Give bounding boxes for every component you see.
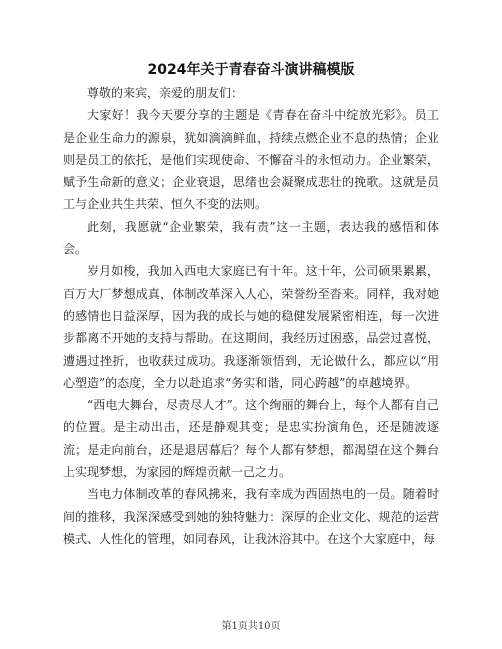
body-paragraph: 大家好！我今天要分享的主题是《青春在奋斗中绽放光彩》。员工是企业生命力的源泉，犹如滴滴鲜血，持续点燃企业不息的热情；企业则是员工的依托，是他们实现使命、不懈奋斗的永恒动力。企业繁荣，赋予生命新的意义；企业衰退，思绪也会凝聚成悲壮的挽歌。这就是员工与企业共生共荣、恒久不变的法则。: [63, 108, 439, 212]
body-paragraph: 当电力体制改革的春风拂来，我有幸成为西固热电的一员。随着时间的推移，我深深感受到她的独特魅力：深厚的企业文化、规范的运营模式、人性化的管理，如同春风，让我沐浴其中。在这个大家庭中，每: [63, 487, 439, 546]
salutation-paragraph: 尊敬的来宾，亲爱的朋友们：: [87, 86, 244, 100]
body-paragraph: “西电大舞台，尽责尽人才”。这个绚丽的舞台上，每个人都有自己的位置。是主动出击，还是静观其变；是忠实扮演角色，还是随波逐流；是走向前台，还是退居幕后？每个人都有梦想，都渴望在这个舞台上实现梦想，为家园的辉煌贡献一己之力。: [63, 398, 439, 480]
body-paragraph: 岁月如梭，我加入西电大家庭已有十年。这十年，公司硕果累累，百万大厂梦想成真，体制改革深入人心，荣誉纷至沓来。同样，我对她的感情也日益深厚，因为我的成长与她的稳健发展紧密相连，每一次进步都离不开她的支持与帮助。在这期间，我经历过困惑，品尝过喜悦，遭遇过挫折，也收获过成功。我逐渐领悟到，无论做什么，都应以“用心塑造”的态度，全力以赴追求“务实和谐，同心跨越”的卓越境界。: [63, 264, 439, 390]
body-paragraph: 此刻，我愿就“企业繁荣，我有责”这一主题，表达我的感悟和体会。: [63, 219, 439, 257]
page-number-footer: 第1页共10页: [221, 621, 281, 632]
document-title: 2024年关于青春奋斗演讲稿模版: [147, 62, 355, 78]
document-body: [63, 82, 439, 550]
